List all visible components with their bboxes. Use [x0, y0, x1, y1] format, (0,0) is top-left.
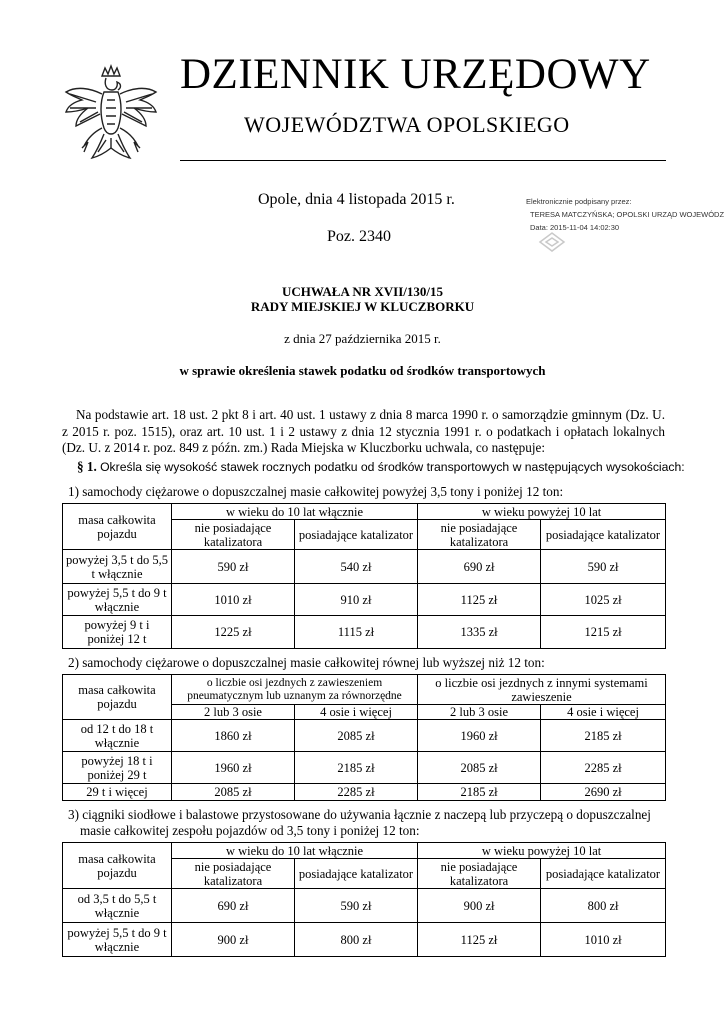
table-header-sub: nie posiadające katalizatora: [172, 520, 295, 550]
rate-cell: 690 zł: [418, 550, 541, 584]
table-header-sub: 4 osie i więcej: [295, 705, 418, 720]
rate-cell: 2285 zł: [295, 784, 418, 801]
signature-caption: Elektronicznie podpisany przez:: [526, 197, 632, 206]
rate-cell: 1335 zł: [418, 616, 541, 649]
table-header-sub: 2 lub 3 osie: [418, 705, 541, 720]
table-header-group: o liczbie osi jezdnych z innymi systemami zawieszenie: [418, 675, 666, 705]
table-row: [63, 550, 666, 584]
resolution-subject: w sprawie określenia stawek podatku od środków transportowych: [179, 363, 546, 378]
rate-cell: 1010 zł: [172, 584, 295, 616]
table-header-sub: posiadające katalizator: [295, 859, 418, 889]
preamble-paragraph: Na podstawie art. 18 ust. 2 pkt 8 i art. 40 ust. 1 ustawy z dnia 8 marca 1990 r. o samorządzie gminnym (Dz. U. z 2015 r. poz. 1515), oraz art. 10 ust. 1 i 2 ustawy z dnia 12 stycznia 1991 r. o podatkach i opłatach lokalnych (Dz. U. z 2014 r. poz. 849 z późn. zm.) Rada Miejska w Kluczborku uchwala, co następuje:: [62, 407, 665, 455]
rate-cell: 1010 zł: [541, 923, 666, 957]
row-label: powyżej 5,5 t do 9 t włącznie: [63, 923, 172, 957]
rate-cell: 2085 zł: [295, 720, 418, 752]
table-header-mass: masa całkowita pojazdu: [63, 675, 172, 720]
publication-date: Opole, dnia 4 listopada 2015 r.: [258, 191, 455, 208]
rate-cell: 590 zł: [172, 550, 295, 584]
rate-cell: 1025 zł: [541, 584, 666, 616]
rates-table-3: [62, 842, 666, 957]
table-header-sub: nie posiadające katalizatora: [418, 520, 541, 550]
row-label: od 3,5 t do 5,5 t włącznie: [63, 889, 172, 923]
table-header-group: w wieku powyżej 10 lat: [418, 843, 666, 859]
table-header-group: w wieku do 10 lat włącznie: [172, 843, 418, 859]
section-1: [77, 459, 685, 475]
masthead-subtitle: WOJEWÓDZTWA OPOLSKIEGO: [244, 112, 570, 137]
rate-cell: 1960 zł: [418, 720, 541, 752]
section-1-label: § 1.: [77, 459, 97, 474]
rate-cell: 1125 zł: [418, 923, 541, 957]
rate-cell: 900 zł: [418, 889, 541, 923]
table-header-sub: nie posiadające katalizatora: [172, 859, 295, 889]
electronic-signature: [526, 195, 724, 234]
row-label: powyżej 18 t i poniżej 29 t: [63, 752, 172, 784]
rate-cell: 2690 zł: [541, 784, 666, 801]
table-header-group: o liczbie osi jezdnych z zawieszeniem pneumatycznym lub uznanym za równorzędne: [172, 675, 418, 705]
item-3-heading: 3) ciągniki siodłowe i balastowe przystosowane do używania łącznie z naczepą lub przyczepą o dopuszczalnej: [68, 807, 651, 822]
signature-signer: TERESA MATCZYŃSKA; OPOLSKI URZĄD WOJEWÓDZ: [530, 210, 725, 219]
table-header-sub: 4 osie i więcej: [541, 705, 666, 720]
table-row: [63, 784, 666, 801]
row-label: powyżej 5,5 t do 9 t włącznie: [63, 584, 172, 616]
rate-cell: 910 zł: [295, 584, 418, 616]
table-row: [63, 752, 666, 784]
resolution-number: UCHWAŁA NR XVII/130/15: [281, 284, 444, 299]
position-number: Poz. 2340: [327, 228, 391, 245]
rate-cell: 690 zł: [172, 889, 295, 923]
item-2-heading: 2) samochody ciężarowe o dopuszczalnej masie całkowitej równej lub wyższej niż 12 ton:: [68, 655, 545, 670]
row-label: powyżej 3,5 t do 5,5 t włącznie: [63, 550, 172, 584]
rate-cell: 1215 zł: [541, 616, 666, 649]
table-row: [63, 616, 666, 649]
rate-cell: 1125 zł: [418, 584, 541, 616]
table-header-sub: 2 lub 3 osie: [172, 705, 295, 720]
signature-date: Data: 2015-11-04 14:02:30: [530, 223, 620, 232]
table-header-group: w wieku do 10 lat włącznie: [172, 504, 418, 520]
rate-cell: 800 zł: [541, 889, 666, 923]
item-3-heading-cont: masie całkowitej zespołu pojazdów od 3,5 tony i poniżej 12 ton:: [80, 823, 420, 838]
rate-cell: 1860 zł: [172, 720, 295, 752]
rate-cell: 1960 zł: [172, 752, 295, 784]
table-row: [63, 923, 666, 957]
masthead-divider: [180, 160, 666, 161]
signature-watermark-icon: [536, 230, 568, 254]
rate-cell: 590 zł: [295, 889, 418, 923]
item-1-heading: 1) samochody ciężarowe o dopuszczalnej masie całkowitej powyżej 3,5 tony i poniżej 12 ton:: [68, 484, 564, 499]
table-header-group: w wieku powyżej 10 lat: [418, 504, 666, 520]
table-header-sub: posiadające katalizator: [295, 520, 418, 550]
rate-cell: 1225 zł: [172, 616, 295, 649]
rate-cell: 2185 zł: [418, 784, 541, 801]
section-1-text: Określa się wysokość stawek rocznych podatku od środków transportowych w następujących wysokościach:: [100, 460, 685, 474]
rate-cell: 2285 zł: [541, 752, 666, 784]
table-header-mass: masa całkowita pojazdu: [63, 843, 172, 889]
table-header-sub: posiadające katalizator: [541, 859, 666, 889]
table-row: [63, 584, 666, 616]
rates-table-2: [62, 674, 666, 801]
resolution-date: z dnia 27 października 2015 r.: [284, 331, 441, 346]
polish-eagle-emblem-icon: [62, 62, 160, 174]
resolution-council: RADY MIEJSKIEJ W KLUCZBORKU: [250, 299, 475, 314]
rate-cell: 2085 zł: [172, 784, 295, 801]
table-header-sub: posiadające katalizator: [541, 520, 666, 550]
table-row: [63, 889, 666, 923]
rate-cell: 900 zł: [172, 923, 295, 957]
rate-cell: 540 zł: [295, 550, 418, 584]
row-label: powyżej 9 t i poniżej 12 t: [63, 616, 172, 649]
rate-cell: 2185 zł: [295, 752, 418, 784]
rate-cell: 2085 zł: [418, 752, 541, 784]
row-label: od 12 t do 18 t włącznie: [63, 720, 172, 752]
table-header-mass: masa całkowita pojazdu: [63, 504, 172, 550]
rate-cell: 2185 zł: [541, 720, 666, 752]
table-header-sub: nie posiadające katalizatora: [418, 859, 541, 889]
rate-cell: 590 zł: [541, 550, 666, 584]
row-label: 29 t i więcej: [63, 784, 172, 801]
rate-cell: 1115 zł: [295, 616, 418, 649]
table-row: [63, 720, 666, 752]
rate-cell: 800 zł: [295, 923, 418, 957]
rates-table-1: [62, 503, 666, 649]
masthead-title: DZIENNIK URZĘDOWY: [180, 51, 651, 98]
